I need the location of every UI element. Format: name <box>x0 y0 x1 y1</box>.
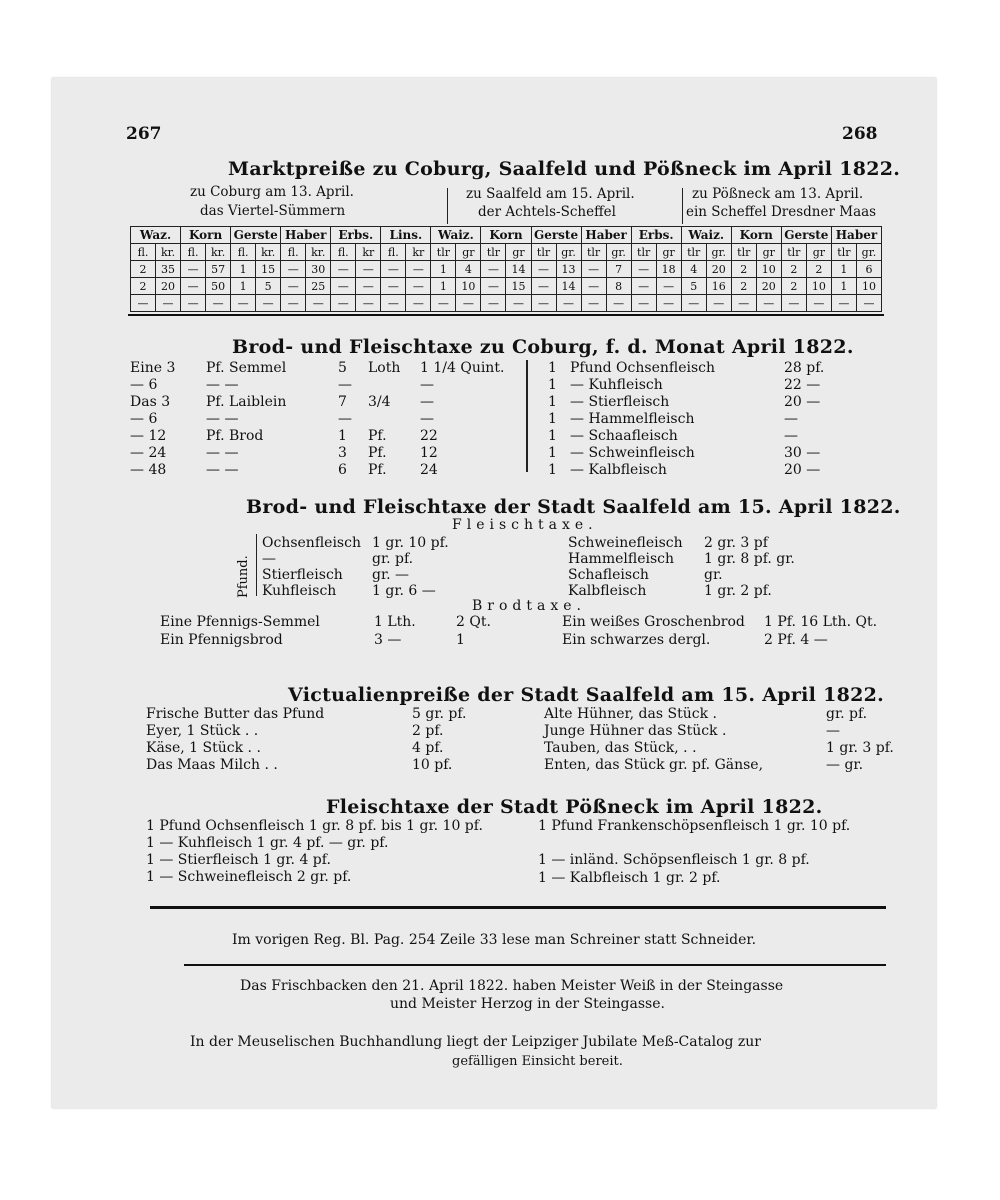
meat-price: — <box>784 428 798 444</box>
bread-qty: — 6 <box>130 411 158 427</box>
meat-qty: 1 <box>548 462 557 478</box>
table-cell: 20 <box>156 278 181 295</box>
meat-name: Schweinefleisch <box>568 535 683 551</box>
group-header-cell: Erbs. <box>631 227 681 244</box>
unit-header-cell: gr <box>756 244 781 261</box>
table-cell: — <box>406 278 431 295</box>
poessneck-left-line: 1 — Schweinefleisch 2 gr. pf. <box>146 869 352 885</box>
table-cell: 5 <box>256 278 281 295</box>
meat-price: gr. <box>704 567 723 583</box>
table-cell: 10 <box>756 261 781 278</box>
table-cell: 16 <box>706 278 731 295</box>
victual-name: Eyer, 1 Stück . . <box>146 723 259 739</box>
table-cell: — <box>481 261 506 278</box>
table-cell: 1 <box>431 261 456 278</box>
table-cell: — <box>581 261 606 278</box>
table-cell: — <box>506 295 531 312</box>
meat-price: gr. pf. <box>372 551 414 567</box>
section-rule <box>150 906 886 909</box>
unit-header-cell: gr <box>806 244 831 261</box>
meat-price: 2 gr. 3 pf <box>704 535 768 551</box>
unit-header-cell: gr. <box>706 244 731 261</box>
meat-price: 28 pf. <box>784 360 825 376</box>
unit-header-cell: tlr <box>731 244 756 261</box>
table-cell: — <box>306 295 331 312</box>
table-cell: — <box>581 295 606 312</box>
bread-qty: Eine 3 <box>130 360 176 376</box>
table-cell: — <box>831 295 856 312</box>
unit-header-cell: kr. <box>256 244 281 261</box>
table-cell: — <box>231 295 256 312</box>
table-cell: — <box>481 295 506 312</box>
table-cell: — <box>331 278 356 295</box>
table-cell: 5 <box>681 278 706 295</box>
meat-name: — Hammelfleisch <box>570 411 695 427</box>
unit-header-cell: tlr <box>431 244 456 261</box>
table-cell: 50 <box>206 278 231 295</box>
table-cell: 13 <box>556 261 581 278</box>
table-cell: 1 <box>831 261 856 278</box>
bread-unit: Pf. <box>368 462 387 478</box>
meat-price: 1 gr. 6 — <box>372 583 436 599</box>
table-cell: — <box>781 295 806 312</box>
catalog-line-2: gefälligen Einsicht bereit. <box>452 1054 623 1069</box>
group-header-cell: Gerste <box>531 227 581 244</box>
unit-header-cell: gr <box>656 244 681 261</box>
meat-price: 1 gr. 8 pf. gr. <box>704 551 795 567</box>
poessneck-date: zu Pößneck am 13. April. <box>692 186 864 202</box>
bread-unit: Loth <box>368 360 401 376</box>
table-cell: — <box>281 295 306 312</box>
unit-header-cell: fl. <box>231 244 256 261</box>
table-cell: 35 <box>156 261 181 278</box>
table-cell: — <box>631 295 656 312</box>
table-cell: — <box>681 295 706 312</box>
market-title: Marktpreiße zu Coburg, Saalfeld und Pößneck im April 1822. <box>228 158 901 180</box>
meat-price: 22 — <box>784 377 821 393</box>
pfund-bracket <box>256 534 257 596</box>
bread-weight: 1 Lth. <box>374 614 416 630</box>
saalfeld-measure: der Achtels-Scheffel <box>478 204 616 220</box>
pfund-vertical-label: Pfund. <box>236 555 251 598</box>
table-cell: — <box>381 295 406 312</box>
catalog-line-1: In der Meuselischen Buchhandlung liegt der Leipziger Jubilate Meß-Catalog zur <box>190 1034 761 1050</box>
meat-price: 1 gr. 10 pf. <box>372 535 449 551</box>
meat-name: — Stierfleisch <box>570 394 670 410</box>
victual-price: 4 pf. <box>412 740 444 756</box>
bread-unit: Pf. <box>368 445 387 461</box>
victual-price: 2 pf. <box>412 723 444 739</box>
unit-header-cell: fl. <box>381 244 406 261</box>
saalfeld-date: zu Saalfeld am 15. April. <box>466 186 635 202</box>
table-cell: — <box>856 295 881 312</box>
bread-fraction: 24 <box>420 462 438 478</box>
meat-name: — Schweinfleisch <box>570 445 695 461</box>
unit-header-cell: kr. <box>156 244 181 261</box>
victual-name: Das Maas Milch . . <box>146 757 278 773</box>
meat-name: — <box>262 551 276 567</box>
unit-header-cell: kr. <box>206 244 231 261</box>
meat-qty: 1 <box>548 411 557 427</box>
bread-qty: — 6 <box>130 377 158 393</box>
meat-name: Pfund Ochsenfleisch <box>570 360 716 376</box>
bread-weight: 6 <box>338 462 347 478</box>
header-divider <box>682 188 683 224</box>
table-cell: — <box>181 295 206 312</box>
meat-price: 1 gr. 2 pf. <box>704 583 772 599</box>
meat-name: Hammelfleisch <box>568 551 675 567</box>
group-header-cell: Erbs. <box>331 227 381 244</box>
table-cell: 20 <box>756 278 781 295</box>
bread-item: — — <box>206 462 239 478</box>
meat-qty: 1 <box>548 445 557 461</box>
bread-quint: 1 <box>456 632 465 648</box>
poessneck-left-line: 1 — Kuhfleisch 1 gr. 4 pf. — gr. pf. <box>146 835 389 851</box>
victual-price: 1 gr. 3 pf. <box>826 740 894 756</box>
table-cell: 2 <box>731 261 756 278</box>
table-cell: — <box>156 295 181 312</box>
meat-name: Kalbfleisch <box>568 583 647 599</box>
group-header-cell: Gerste <box>231 227 281 244</box>
unit-header-cell: fl. <box>281 244 306 261</box>
group-header-cell: Gerste <box>781 227 831 244</box>
unit-header-cell: gr <box>506 244 531 261</box>
bread-name: Eine Pfennigs-Semmel <box>160 614 320 630</box>
poessneck-right-line: 1 — Kalbfleisch 1 gr. 2 pf. <box>538 870 721 886</box>
coburg-taxe-title: Brod- und Fleischtaxe zu Coburg, f. d. Monat April 1822. <box>232 336 854 358</box>
bread-item: — — <box>206 377 239 393</box>
victual-price: 5 gr. pf. <box>412 706 467 722</box>
table-cell: 2 <box>131 278 156 295</box>
bread-weight: 1 Pf. 16 Lth. Qt. <box>764 614 878 630</box>
table-bottom-rule <box>128 314 884 316</box>
meat-name: Ochsenfleisch <box>262 535 361 551</box>
bread-quint: 2 Qt. <box>456 614 491 630</box>
table-cell: 1 <box>231 278 256 295</box>
table-cell: — <box>806 295 831 312</box>
frischbacken-line-2: und Meister Herzog in der Steingasse. <box>390 996 665 1012</box>
table-row <box>131 261 882 278</box>
table-cell: — <box>756 295 781 312</box>
meat-name: — Kalbfleisch <box>570 462 667 478</box>
bread-weight: 2 Pf. 4 — <box>764 632 828 648</box>
group-header-cell: Lins. <box>381 227 431 244</box>
bread-item: — — <box>206 411 239 427</box>
meat-price: 20 — <box>784 394 821 410</box>
meat-name: Schafleisch <box>568 567 649 583</box>
table-cell: — <box>406 261 431 278</box>
meat-qty: 1 <box>548 360 557 376</box>
unit-header-cell: tlr <box>531 244 556 261</box>
poessneck-taxe-title: Fleischtaxe der Stadt Pößneck im April 1822. <box>326 796 823 818</box>
group-header-cell: Korn <box>181 227 231 244</box>
bread-fraction: — <box>420 377 434 393</box>
page-number-right: 268 <box>842 124 878 144</box>
table-cell: 2 <box>781 261 806 278</box>
table-cell: — <box>256 295 281 312</box>
victual-name: Käse, 1 Stück . . <box>146 740 261 756</box>
victual-name: Enten, das Stück gr. pf. Gänse, <box>544 757 764 773</box>
table-cell: — <box>531 295 556 312</box>
meat-price: 20 — <box>784 462 821 478</box>
table-cell: — <box>631 261 656 278</box>
table-cell: — <box>131 295 156 312</box>
table-cell: 30 <box>306 261 331 278</box>
table-cell: — <box>631 278 656 295</box>
bread-name: Ein weißes Groschenbrod <box>562 614 745 630</box>
unit-header-cell: kr <box>356 244 381 261</box>
table-cell: 4 <box>681 261 706 278</box>
bread-qty: — 24 <box>130 445 167 461</box>
victual-price: 10 pf. <box>412 757 453 773</box>
meat-price: gr. — <box>372 567 410 583</box>
group-header-cell: Haber <box>831 227 881 244</box>
table-cell: 8 <box>606 278 631 295</box>
unit-header-cell: tlr <box>481 244 506 261</box>
meat-qty: 1 <box>548 394 557 410</box>
unit-header-cell: gr. <box>556 244 581 261</box>
unit-header-cell: tlr <box>831 244 856 261</box>
bread-unit: 3/4 <box>368 394 391 410</box>
bread-name: Ein schwarzes dergl. <box>562 632 711 648</box>
unit-header-cell: gr. <box>606 244 631 261</box>
group-header-cell: Waiz. <box>681 227 731 244</box>
group-header-cell: Korn <box>731 227 781 244</box>
table-cell: 2 <box>806 261 831 278</box>
table-cell: — <box>181 261 206 278</box>
table-group-header-row <box>131 227 882 244</box>
table-cell: — <box>356 261 381 278</box>
table-cell: 7 <box>606 261 631 278</box>
table-cell: 14 <box>506 261 531 278</box>
table-cell: 2 <box>781 278 806 295</box>
victual-price: gr. pf. <box>826 706 868 722</box>
victual-name: Tauben, das Stück, . . <box>544 740 697 756</box>
table-cell: 20 <box>706 261 731 278</box>
bread-weight: — <box>338 377 352 393</box>
table-cell: — <box>731 295 756 312</box>
table-cell: — <box>706 295 731 312</box>
table-cell: — <box>356 278 381 295</box>
bread-fraction: 1 1/4 Quint. <box>420 360 505 376</box>
bread-qty: Das 3 <box>130 394 171 410</box>
table-cell: — <box>606 295 631 312</box>
unit-header-cell: kr. <box>306 244 331 261</box>
unit-header-cell: fl. <box>131 244 156 261</box>
meat-name: — Schaafleisch <box>570 428 678 444</box>
bread-weight: 1 <box>338 428 347 444</box>
bread-fraction: 12 <box>420 445 438 461</box>
bread-fraction: 22 <box>420 428 438 444</box>
coburg-measure: das Viertel-Sümmern <box>200 203 346 219</box>
table-cell: — <box>381 278 406 295</box>
table-cell: — <box>281 278 306 295</box>
table-cell: — <box>556 295 581 312</box>
table-cell: — <box>181 278 206 295</box>
unit-header-cell: tlr <box>681 244 706 261</box>
table-cell: 1 <box>431 278 456 295</box>
bread-item: Pf. Brod <box>206 428 264 444</box>
unit-header-cell: fl. <box>181 244 206 261</box>
brodtaxe-heading: Brodtaxe. <box>472 598 586 614</box>
page-number-left: 267 <box>126 124 162 144</box>
unit-header-cell: gr <box>456 244 481 261</box>
saalfeld-taxe-title: Brod- und Fleischtaxe der Stadt Saalfeld am 15. April 1822. <box>246 496 901 518</box>
table-cell: 15 <box>256 261 281 278</box>
poessneck-left-line: 1 — Stierfleisch 1 gr. 4 pf. <box>146 852 331 868</box>
group-header-cell: Haber <box>581 227 631 244</box>
bread-unit: Pf. <box>368 428 387 444</box>
group-header-cell: Korn <box>481 227 531 244</box>
table-cell: — <box>456 295 481 312</box>
meat-price: 30 — <box>784 445 821 461</box>
table-cell: 10 <box>856 278 881 295</box>
unit-header-cell: tlr <box>581 244 606 261</box>
bread-fraction: — <box>420 394 434 410</box>
victual-name: Junge Hühner das Stück . <box>544 723 727 739</box>
bread-item: Pf. Semmel <box>206 360 287 376</box>
meat-name: — Kuhfleisch <box>570 377 663 393</box>
unit-header-cell: tlr <box>781 244 806 261</box>
bread-item: — — <box>206 445 239 461</box>
bread-qty: — 12 <box>130 428 167 444</box>
table-cell: 2 <box>731 278 756 295</box>
fleischtaxe-heading: Fleischtaxe. <box>452 517 598 533</box>
victual-price: — gr. <box>826 757 864 773</box>
bread-weight: 7 <box>338 394 347 410</box>
table-cell: 10 <box>806 278 831 295</box>
table-cell: — <box>381 261 406 278</box>
table-cell: — <box>356 295 381 312</box>
table-cell: 2 <box>131 261 156 278</box>
victual-name: Frische Butter das Pfund <box>146 706 325 722</box>
table-cell: — <box>206 295 231 312</box>
meat-name: Kuhfleisch <box>262 583 337 599</box>
table-cell: 18 <box>656 261 681 278</box>
victual-price: — <box>826 723 840 739</box>
table-cell: — <box>581 278 606 295</box>
bread-weight: — <box>338 411 352 427</box>
poessneck-right-line: 1 Pfund Frankenschöpsenfleisch 1 gr. 10 pf. <box>538 818 851 834</box>
section-rule <box>184 964 886 966</box>
meat-price: — <box>784 411 798 427</box>
table-unit-header-row <box>131 244 882 261</box>
bread-weight: 5 <box>338 360 347 376</box>
table-cell: — <box>481 278 506 295</box>
frischbacken-line-1: Das Frischbacken den 21. April 1822. haben Meister Weiß in der Steingasse <box>240 978 784 994</box>
meat-qty: 1 <box>548 377 557 393</box>
victualien-title: Victualienpreiße der Stadt Saalfeld am 15. April 1822. <box>288 684 885 706</box>
correction-note: Im vorigen Reg. Bl. Pag. 254 Zeile 33 lese man Schreiner statt Schneider. <box>232 932 757 948</box>
table-cell: — <box>331 295 356 312</box>
table-cell: — <box>431 295 456 312</box>
table-cell: 57 <box>206 261 231 278</box>
table-cell: 6 <box>856 261 881 278</box>
unit-header-cell: fl. <box>331 244 356 261</box>
market-price-table <box>130 226 882 312</box>
poessneck-left-line: 1 Pfund Ochsenfleisch 1 gr. 8 pf. bis 1 gr. 10 pf. <box>146 818 483 834</box>
unit-header-cell: tlr <box>631 244 656 261</box>
poessneck-measure: ein Scheffel Dresdner Maas <box>686 204 877 220</box>
coburg-taxe-divider <box>526 360 528 472</box>
header-divider <box>447 188 448 224</box>
bread-weight: 3 — <box>374 632 402 648</box>
table-cell: 10 <box>456 278 481 295</box>
table-cell: — <box>531 261 556 278</box>
table-cell: 14 <box>556 278 581 295</box>
table-cell: — <box>406 295 431 312</box>
group-header-cell: Waiz. <box>431 227 481 244</box>
table-cell: 1 <box>831 278 856 295</box>
table-cell: 25 <box>306 278 331 295</box>
table-cell: 15 <box>506 278 531 295</box>
unit-header-cell: gr. <box>856 244 881 261</box>
meat-qty: 1 <box>548 428 557 444</box>
table-cell: — <box>656 278 681 295</box>
table-cell: — <box>656 295 681 312</box>
meat-name: Stierfleisch <box>262 567 343 583</box>
victual-name: Alte Hühner, das Stück . <box>544 706 717 722</box>
bread-item: Pf. Laiblein <box>206 394 287 410</box>
table-cell: — <box>531 278 556 295</box>
table-cell: 1 <box>231 261 256 278</box>
bread-fraction: — <box>420 411 434 427</box>
unit-header-cell: kr <box>406 244 431 261</box>
bread-name: Ein Pfennigsbrod <box>160 632 283 648</box>
poessneck-right-line: 1 — inländ. Schöpsenfleisch 1 gr. 8 pf. <box>538 852 810 868</box>
bread-qty: — 48 <box>130 462 167 478</box>
bread-weight: 3 <box>338 445 347 461</box>
table-cell: 4 <box>456 261 481 278</box>
table-row <box>131 295 882 312</box>
table-cell: — <box>331 261 356 278</box>
coburg-date: zu Coburg am 13. April. <box>190 184 354 200</box>
table-row <box>131 278 882 295</box>
group-header-cell: Waz. <box>131 227 181 244</box>
group-header-cell: Haber <box>281 227 331 244</box>
table-cell: — <box>281 261 306 278</box>
